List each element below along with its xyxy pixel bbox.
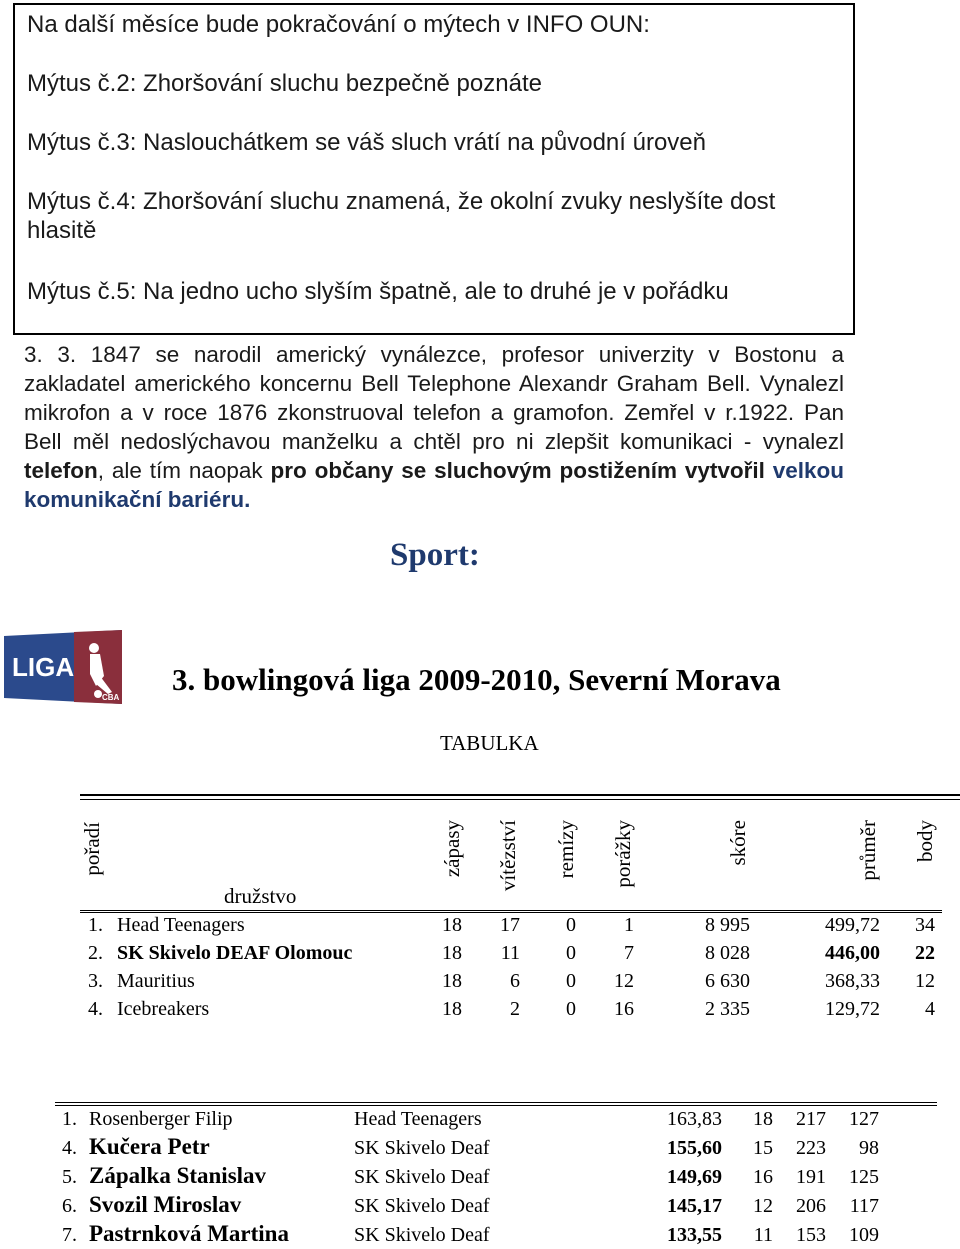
player-rank: 4. (62, 1137, 77, 1159)
player-games: 18 (753, 1108, 773, 1130)
player-max: 191 (796, 1166, 826, 1188)
header-prumer: průměr (856, 820, 880, 881)
body: 22 (915, 942, 935, 964)
player-name: Kučera Petr (89, 1134, 210, 1159)
player-rank: 1. (62, 1108, 77, 1130)
remizy: 0 (566, 942, 576, 964)
table-top-rule-thin (80, 799, 960, 800)
body: 34 (915, 914, 935, 936)
svg-text:LIGA: LIGA (12, 652, 75, 682)
bio-text-3 (765, 458, 773, 483)
table-header-rule-2 (80, 912, 942, 913)
team: Mauritius (117, 970, 195, 992)
bio-bold-2: pro občany se sluchovým postižením vytvořil (270, 458, 765, 483)
zapasy: 18 (442, 998, 462, 1020)
rank: 4. (88, 998, 103, 1020)
remizy: 0 (566, 914, 576, 936)
prumer: 129,72 (825, 998, 880, 1020)
header-porazky: porážky (611, 820, 635, 888)
myths-intro: Na další měsíce bude pokračování o mýtech v INFO OUN: (27, 11, 650, 38)
player-games: 15 (753, 1137, 773, 1159)
sport-heading: Sport: (390, 537, 480, 573)
player-team: Head Teenagers (354, 1108, 482, 1130)
header-druzstvo: družstvo (224, 884, 297, 908)
skore: 6 630 (705, 970, 750, 992)
rank: 2. (88, 942, 103, 964)
zapasy: 18 (442, 942, 462, 964)
player-rank: 7. (62, 1224, 77, 1246)
bio-text-1: 3. 3. 1847 se narodil americký vynálezce, profesor univerzity v Bostonu a zakladatel amerického koncernu Bell Telephone Alexandr Graham Bell. Vynalezl mikrofon a v roce 1876 zkonstruoval telefon a gramofon. Zemřel v r.1922. Pan Bell měl nedoslýchavou manželku a chtěl pro ni zlepšit komunikaci - vynalezl (24, 342, 844, 454)
players-top-rule (55, 1102, 937, 1103)
player-team: SK Skivelo Deaf (354, 1224, 490, 1246)
body: 4 (925, 998, 935, 1020)
porazky: 16 (614, 998, 634, 1020)
zapasy: 18 (442, 970, 462, 992)
bio-blue: velkou komunikační bariéru. (24, 458, 844, 512)
player-avg: 155,60 (667, 1137, 722, 1159)
league-title: 3. bowlingová liga 2009-2010, Severní Morava (172, 662, 781, 697)
player-name: Rosenberger Filip (89, 1108, 233, 1130)
vitezstvi: 11 (500, 942, 520, 964)
player-games: 12 (753, 1195, 773, 1217)
skore: 2 335 (705, 998, 750, 1020)
header-vitezstvi: vítězství (496, 820, 520, 892)
header-poradi: pořadí (80, 822, 104, 876)
player-games: 11 (753, 1224, 773, 1246)
liga-logo (4, 630, 122, 704)
player-team: SK Skivelo Deaf (354, 1195, 490, 1217)
myth-2: Mýtus č.2: Zhoršování sluchu bezpečně poznáte (27, 70, 542, 97)
player-name: Svozil Miroslav (89, 1192, 242, 1217)
player-min: 125 (849, 1166, 879, 1188)
player-min: 127 (849, 1108, 879, 1130)
players-top-rule-2 (55, 1105, 937, 1106)
zapasy: 18 (442, 914, 462, 936)
team: Icebreakers (117, 998, 210, 1020)
table-top-rule (80, 794, 960, 796)
porazky: 7 (624, 942, 634, 964)
rank: 3. (88, 970, 103, 992)
player-max: 223 (796, 1137, 826, 1159)
player-min: 117 (849, 1195, 879, 1217)
porazky: 12 (614, 970, 634, 992)
player-max: 206 (796, 1195, 826, 1217)
remizy: 0 (566, 998, 576, 1020)
myth-3: Mýtus č.3: Naslouchátkem se váš sluch vrátí na původní úroveň (27, 129, 706, 156)
player-games: 16 (753, 1166, 773, 1188)
player-min: 109 (849, 1224, 879, 1246)
prumer: 368,33 (825, 970, 880, 992)
player-rank: 6. (62, 1195, 77, 1217)
svg-text:CBA: CBA (102, 693, 120, 702)
header-remizy: remízy (554, 820, 578, 879)
tabulka-label: TABULKA (440, 731, 539, 755)
vitezstvi: 2 (510, 998, 520, 1020)
skore: 8 028 (705, 942, 750, 964)
vitezstvi: 17 (500, 914, 520, 936)
player-min: 98 (859, 1137, 879, 1159)
team: SK Skivelo DEAF Olomouc (117, 942, 353, 964)
remizy: 0 (566, 970, 576, 992)
body: 12 (915, 970, 935, 992)
myth-4: Mýtus č.4: Zhoršování sluchu znamená, že okolní zvuky neslyšíte dost (27, 188, 776, 215)
player-avg: 133,55 (667, 1224, 722, 1246)
player-max: 153 (796, 1224, 826, 1246)
prumer: 446,00 (825, 942, 880, 964)
header-zapasy: zápasy (440, 820, 464, 878)
bio-text-2: , ale tím naopak (97, 458, 271, 483)
prumer: 499,72 (825, 914, 880, 936)
header-body: body (913, 820, 937, 862)
player-rank: 5. (62, 1166, 77, 1188)
rank: 1. (88, 914, 103, 936)
bell-biography (24, 340, 844, 514)
myth-5: Mýtus č.5: Na jedno ucho slyším špatně, ale to druhé je v pořádku (27, 278, 729, 305)
player-team: SK Skivelo Deaf (354, 1137, 490, 1159)
player-name: Zápalka Stanislav (89, 1163, 267, 1188)
header-skore: skóre (726, 820, 750, 866)
bio-telefon: telefon (24, 458, 98, 483)
player-avg: 145,17 (667, 1195, 722, 1217)
table-header-rule (80, 910, 942, 911)
player-avg: 163,83 (667, 1108, 722, 1130)
vitezstvi: 6 (510, 970, 520, 992)
myth-4-cont: hlasitě (27, 217, 97, 244)
player-avg: 149,69 (667, 1166, 722, 1188)
player-team: SK Skivelo Deaf (354, 1166, 490, 1188)
team: Head Teenagers (117, 914, 245, 936)
porazky: 1 (624, 914, 634, 936)
myths-box (13, 3, 855, 335)
player-name: Pastrnková Martina (89, 1221, 289, 1246)
player-max: 217 (796, 1108, 826, 1130)
skore: 8 995 (705, 914, 750, 936)
